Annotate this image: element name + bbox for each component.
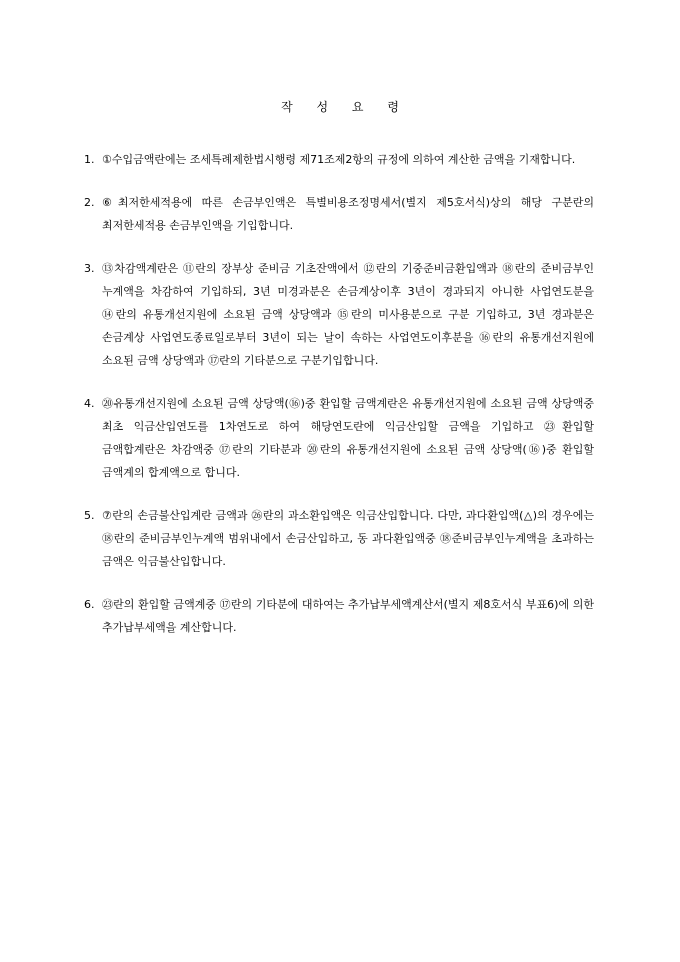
- instruction-text: ①수입금액란에는 조세특례제한법시행령 제71조제2항의 규정에 의하여 계산한 금액을 기재합니다.: [102, 153, 576, 166]
- instruction-text: ⑥최저한세적용에 따른 손금부인액은 특별비용조정명세서(별지 제5호서식)상의 해당 구분란의 최저한세적용 손금부인액을 기입합니다.: [102, 196, 594, 232]
- instruction-item-5: [84, 504, 594, 573]
- instruction-item-2: [84, 191, 594, 237]
- document-title: 작 성 요 령: [281, 100, 409, 114]
- instruction-text: ⑬차감액계란은 ⑪란의 장부상 준비금 기초잔액에서 ⑫란의 기중준비금환입액과 ⑱란의 준비금부인 누계액을 차감하여 기입하되, 3년 미경과분은 손금계상이후 3년이 경과되지 아니한 사업연도분을 ⑭란의 유통개선지원에 소요된 금액 상당액과 ⑮란의 미사용분으로 구분 기입하고, 3년 경과분은 손금계상 사업연도종료일로부터 3년이 되는 날이 속하는 사업연도이후분을 ⑯란의 유통개선지원에 소요된 금액 상당액과 ⑰란의 기타분으로 구분기입합니다.: [102, 262, 594, 367]
- instruction-text: ㉓란의 환입할 금액계중 ⑰란의 기타분에 대하여는 추가납부세액계산서(별지 제8호서식 부표6)에 의한 추가납부세액을 계산합니다.: [102, 598, 594, 634]
- instruction-number: 3.: [84, 262, 95, 275]
- instruction-number: 2.: [84, 196, 95, 209]
- instruction-number: 1.: [84, 153, 95, 166]
- instruction-number: 5.: [84, 509, 95, 522]
- instruction-item-3: [84, 257, 594, 372]
- instruction-number: 4.: [84, 397, 95, 410]
- instruction-text: ⑦란의 손금불산입계란 금액과 ㉖란의 과소환입액은 익금산입합니다. 다만, 과다환입액(△)의 경우에는 ⑱란의 준비금부인누계액 범위내에서 손금산입하고, 동 과다환입액중 ⑱준비금부인누계액을 초과하는 금액은 익금불산입합니다.: [102, 509, 594, 568]
- instruction-item-1: [84, 148, 594, 171]
- instruction-number: 6.: [84, 598, 95, 611]
- instruction-list: [84, 148, 594, 639]
- instruction-item-4: [84, 392, 594, 484]
- instruction-text: ⑳유통개선지원에 소요된 금액 상당액(⑯)중 환입할 금액계란은 유통개선지원에 소요된 금액 상당액중 최초 익금산입연도를 1차연도로 하여 해당연도란에 익금산입할 금액을 기입하고 ㉓환입할 금액합계란은 차감액중 ⑰란의 기타분과 ⑳란의 유통개선지원에 소요된 금액 상당액(⑯)중 환입할 금액계의 합계액으로 합니다.: [102, 397, 594, 479]
- instruction-item-6: [84, 593, 594, 639]
